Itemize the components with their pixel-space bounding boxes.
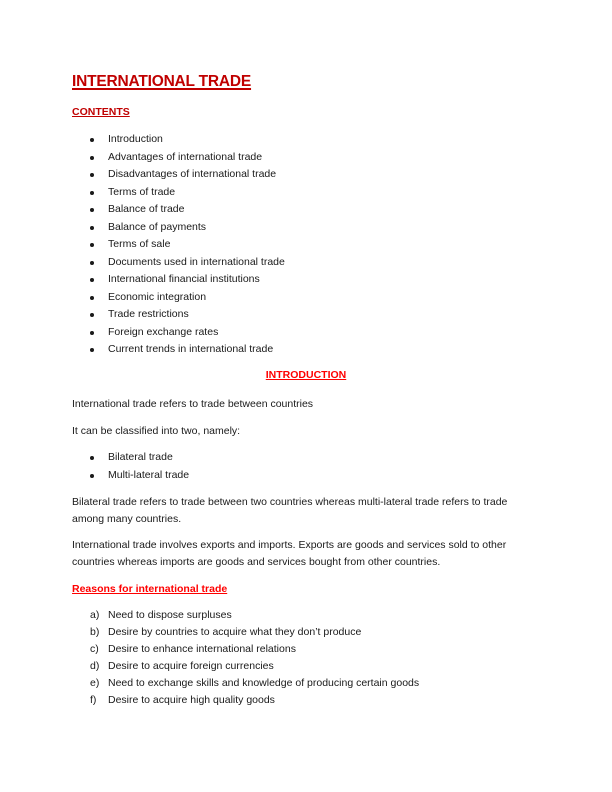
list-marker: e) — [90, 677, 100, 689]
reason-item: b) Desire by countries to acquire what they don’t produce — [72, 624, 419, 641]
contents-list — [72, 131, 285, 359]
intro-paragraph-bilateral: Bilateral trade refers to trade between two countries whereas multi-lateral trade refers to trade among many countries. — [72, 496, 508, 525]
bullet-icon — [90, 348, 94, 352]
reason-item: c) Desire to enhance international relations — [72, 641, 419, 658]
contents-item: Economic integration — [72, 289, 285, 307]
trade-type-item: Multi-lateral trade — [72, 467, 189, 485]
reasons-list — [72, 607, 419, 709]
list-marker: b) — [90, 626, 100, 638]
bullet-icon — [90, 278, 94, 282]
bullet-icon — [90, 313, 94, 317]
bullet-icon — [90, 173, 94, 177]
reason-item: a) Need to dispose surpluses — [72, 607, 419, 624]
contents-item: Documents used in international trade — [72, 254, 285, 272]
contents-item: Terms of sale — [72, 236, 285, 254]
bullet-icon — [90, 261, 94, 265]
contents-item: Disadvantages of international trade — [72, 166, 285, 184]
contents-item: International financial institutions — [72, 271, 285, 289]
contents-item: Introduction — [72, 131, 285, 149]
bullet-icon — [90, 156, 94, 160]
contents-heading: CONTENTS — [72, 106, 130, 118]
reason-item: e) Need to exchange skills and knowledge of producing certain goods — [72, 675, 419, 692]
contents-item: Foreign exchange rates — [72, 324, 285, 342]
bullet-icon — [90, 474, 94, 478]
bullet-icon — [90, 226, 94, 230]
introduction-heading: INTRODUCTION — [265, 369, 347, 381]
intro-paragraph-definition: International trade refers to trade between countries — [72, 398, 314, 410]
contents-item: Trade restrictions — [72, 306, 285, 324]
bullet-icon — [90, 331, 94, 335]
contents-item: Balance of trade — [72, 201, 285, 219]
reasons-heading: Reasons for international trade — [72, 583, 228, 595]
intro-paragraph-classification: It can be classified into two, namely: — [72, 425, 241, 437]
list-marker: f) — [90, 694, 97, 706]
contents-item: Advantages of international trade — [72, 149, 285, 167]
bullet-icon — [90, 456, 94, 460]
reason-item: d) Desire to acquire foreign currencies — [72, 658, 419, 675]
bullet-icon — [90, 138, 94, 142]
intro-paragraph-exports-imports: International trade involves exports and imports. Exports are goods and services sold to other countries whereas imports are goods and services bought from other countries. — [72, 539, 507, 568]
bullet-icon — [90, 191, 94, 195]
contents-item: Terms of trade — [72, 184, 285, 202]
contents-item: Balance of payments — [72, 219, 285, 237]
reason-item: f) Desire to acquire high quality goods — [72, 692, 419, 709]
list-marker: a) — [90, 609, 100, 621]
contents-item: Current trends in international trade — [72, 341, 285, 359]
document-title: INTERNATIONAL TRADE — [72, 73, 252, 90]
trade-types-list — [72, 449, 189, 484]
bullet-icon — [90, 296, 94, 300]
bullet-icon — [90, 243, 94, 247]
bullet-icon — [90, 208, 94, 212]
trade-type-item: Bilateral trade — [72, 449, 189, 467]
list-marker: d) — [90, 660, 100, 672]
list-marker: c) — [90, 643, 99, 655]
